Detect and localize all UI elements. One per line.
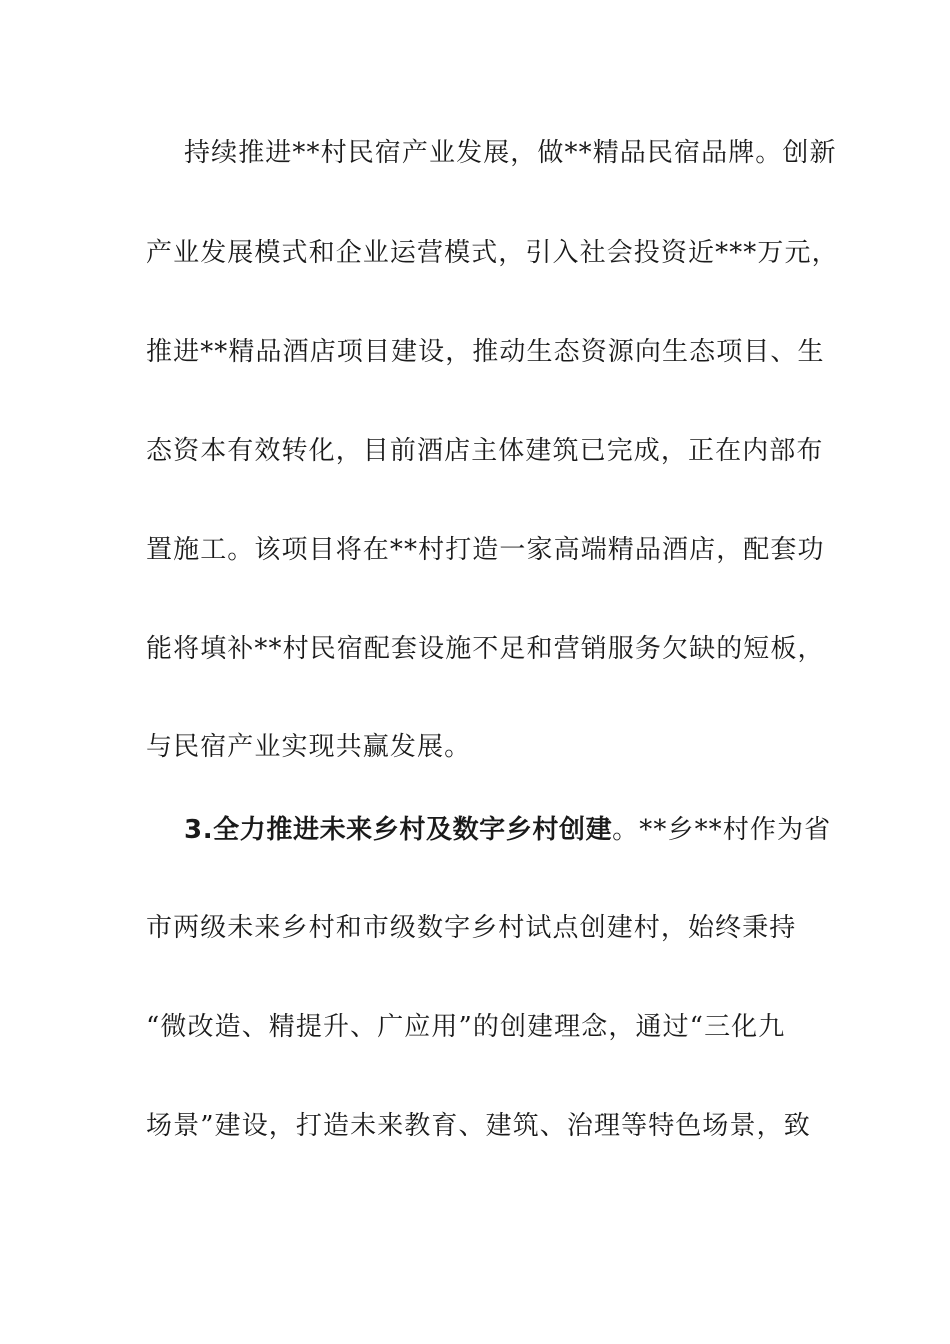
section-heading: 3.全力推进未来乡村及数字乡村创建	[184, 815, 613, 845]
paragraph-2-line-4: 场景”建设，打造未来教育、建筑、治理等特色场景，致	[146, 1111, 811, 1141]
paragraph-1-line-7: 与民宿产业实现共赢发展。	[146, 732, 472, 762]
paragraph-1-line-3: 推进**精品酒店项目建设，推动生态资源向生态项目、生	[146, 337, 825, 367]
paragraph-1-line-2: 产业发展模式和企业运营模式，引入社会投资近***万元，	[146, 238, 839, 268]
paragraph-2-line-3: “微改造、精提升、广应用”的创建理念，通过“三化九	[146, 1012, 786, 1042]
section-heading-tail: 。**乡**村作为省	[612, 815, 832, 845]
paragraph-1-line-4: 态资本有效转化，目前酒店主体建筑已完成，正在内部布	[146, 436, 824, 466]
paragraph-1-line-5: 置施工。该项目将在**村打造一家高端精品酒店，配套功	[146, 535, 825, 565]
paragraph-2-first-line	[184, 813, 844, 847]
paragraph-1-line-6: 能将填补**村民宿配套设施不足和营销服务欠缺的短板，	[146, 634, 825, 664]
paragraph-1-line-1: 持续推进**村民宿产业发展，做**精品民宿品牌。创新	[184, 138, 837, 168]
paragraph-2-line-2: 市两级未来乡村和市级数字乡村试点创建村，始终秉持	[146, 913, 797, 943]
